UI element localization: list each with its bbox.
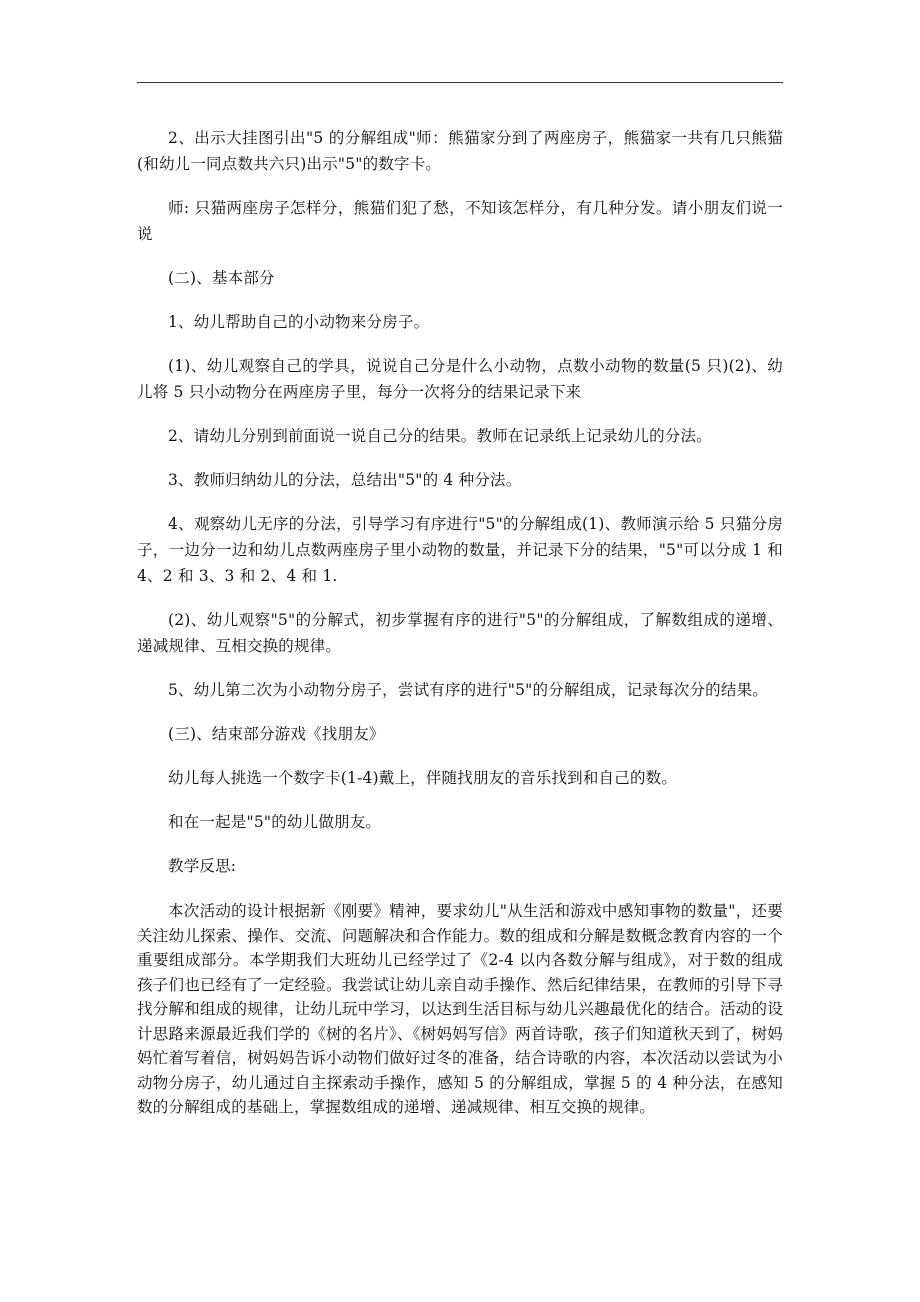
section-heading-ending-part: (三)、结束部分游戏《找朋友》 (168, 725, 385, 743)
paragraph-game-rule: 幼儿每人挑选一个数字卡(1-4)戴上，伴随找朋友的音乐找到和自己的数。 (168, 769, 678, 787)
paragraph-basic-step-4: 4、观察幼儿无序的分法，引导学习有序进行"5"的分解组成(1)、教师演示给 5 只猫分房子，一边分一边和幼儿点数两座房子里小动物的数量，并记录下分的结果，"5"可以分成 1 和 4、2 和 3、3 和 2、4 和 1. (137, 515, 783, 585)
section-heading-reflection: 教学反思: (168, 857, 237, 875)
paragraph-basic-step-1: 1、幼儿帮助自己的小动物来分房子。 (168, 313, 430, 331)
paragraph-teacher-question: 师: 只猫两座房子怎样分，熊猫们犯了愁，不知该怎样分，有几种分发。请小朋友们说一说 (137, 199, 783, 243)
paragraph-basic-step-2: 2、请幼儿分别到前面说一说自己分的结果。教师在记录纸上记录幼儿的分法。 (168, 427, 712, 445)
header-rule (137, 82, 783, 83)
paragraph-game-rule-cont: 和在一起是"5"的幼儿做朋友。 (168, 813, 382, 831)
paragraph-basic-step-3: 3、教师归纳幼儿的分法，总结出"5"的 4 种分法。 (168, 471, 522, 489)
section-heading-basic-part: (二)、基本部分 (168, 269, 275, 287)
paragraph-basic-step-5: 5、幼儿第二次为小动物分房子，尝试有序的进行"5"的分解组成，记录每次分的结果。 (168, 681, 768, 699)
paragraph-basic-step-1-detail: (1)、幼儿观察自己的学具，说说自己分是什么小动物，点数小动物的数量(5 只)(2)、幼儿将 5 只小动物分在两座房子里，每分一次将分的结果记录下来 (137, 357, 783, 401)
paragraph-basic-step-4-detail: (2)、幼儿观察"5"的分解式，初步掌握有序的进行"5"的分解组成，了解数组成的递增、递减规律、互相交换的规律。 (137, 611, 783, 655)
document-body (137, 125, 783, 1120)
paragraph-intro-step-2: 2、出示大挂图引出"5 的分解组成"师：熊猫家分到了两座房子，熊猫家一共有几只熊猫(和幼儿一同点数共六只)出示"5"的数字卡。 (137, 129, 783, 173)
paragraph-reflection: 本次活动的设计根据新《刚要》精神，要求幼儿"从生活和游戏中感知事物的数量"，还要关注幼儿探索、操作、交流、问题解决和合作能力。数的组成和分解是数概念教育内容的一个重要组成部分。本学期我们大班幼儿已经学过了《2-4 以内各数分解与组成》，对于数的组成孩子们也已经有了一定经验。我尝试让幼儿亲自动手操作、然后纪律结果，在教师的引导下寻找分解和组成的规律，让幼儿玩中学习，以达到生活目标与幼儿兴趣最优化的结合。活动的设计思路来源最近我们学的《树的名片》、《树妈妈写信》两首诗歌，孩子们知道秋天到了，树妈妈忙着写着信，树妈妈告诉小动物们做好过冬的准备，结合诗歌的内容，本次活动以尝试为小动物分房子，幼儿通过自主探索动手操作，感知 5 的分解组成，掌握 5 的 4 种分法，在感知数的分解组成的基础上，掌握数组成的递增、递减规律、相互交换的规律。 (137, 902, 783, 1116)
